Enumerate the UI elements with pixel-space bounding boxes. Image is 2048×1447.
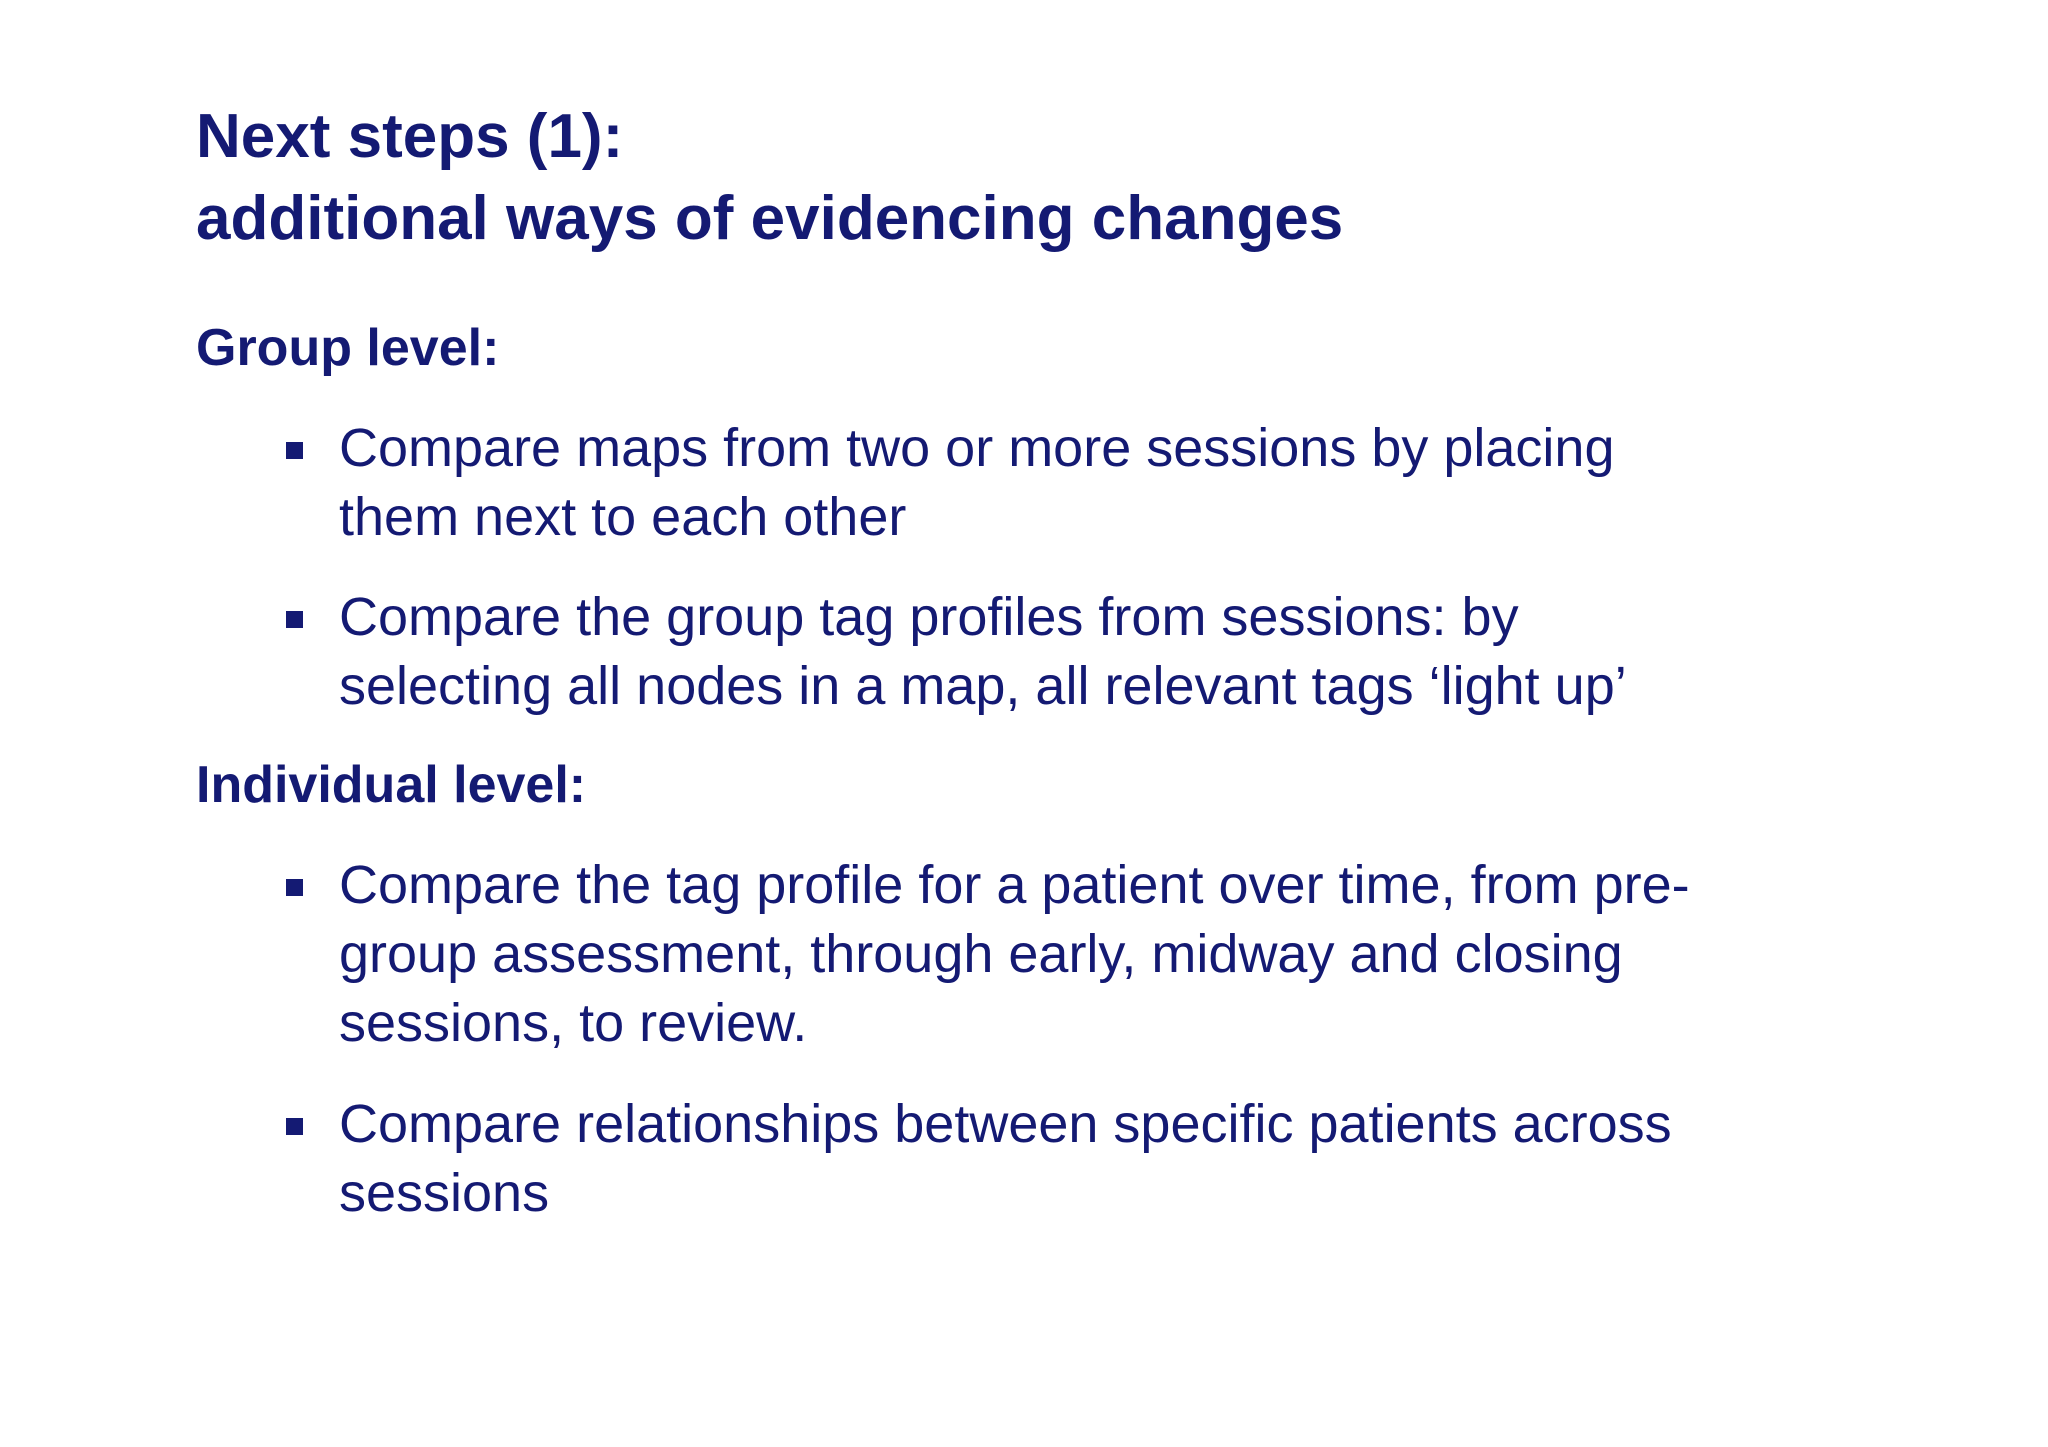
- bullet-text-line: selecting all nodes in a map, all relevant tags ‘light up’: [339, 656, 1627, 716]
- square-bullet-icon: [286, 1118, 303, 1135]
- square-bullet-icon: [286, 611, 303, 628]
- bullet-item: [286, 1090, 1879, 1228]
- slide-title-line-1: Next steps (1):: [196, 102, 624, 171]
- bullet-text-line: group assessment, through early, midway and closing: [339, 924, 1623, 984]
- bullet-item: [286, 583, 1879, 721]
- bullet-text-line: Compare relationships between specific patients across: [339, 1094, 1672, 1154]
- bullet-text: [339, 583, 1879, 721]
- bullet-text-line: sessions: [339, 1163, 550, 1223]
- bullet-text-line: sessions, to review.: [339, 993, 808, 1053]
- bullet-item: [286, 851, 1879, 1058]
- bullet-item: [286, 414, 1879, 552]
- bullet-text: [339, 414, 1879, 552]
- bullet-text-line: Compare the tag profile for a patient over time, from pre-: [339, 855, 1690, 915]
- section-heading-group-level: Group level:: [196, 319, 500, 377]
- bullet-text: [339, 851, 1879, 1058]
- square-bullet-icon: [286, 879, 303, 896]
- bullet-text-line: Compare the group tag profiles from sessions: by: [339, 587, 1519, 647]
- bullet-text-line: them next to each other: [339, 487, 907, 547]
- slide-title: [196, 96, 1343, 260]
- section-heading-individual-level: Individual level:: [196, 756, 587, 814]
- slide-title-line-2: additional ways of evidencing changes: [196, 184, 1344, 253]
- bullet-text: [339, 1090, 1879, 1228]
- bullet-text-line: Compare maps from two or more sessions by placing: [339, 418, 1615, 478]
- square-bullet-icon: [286, 442, 303, 459]
